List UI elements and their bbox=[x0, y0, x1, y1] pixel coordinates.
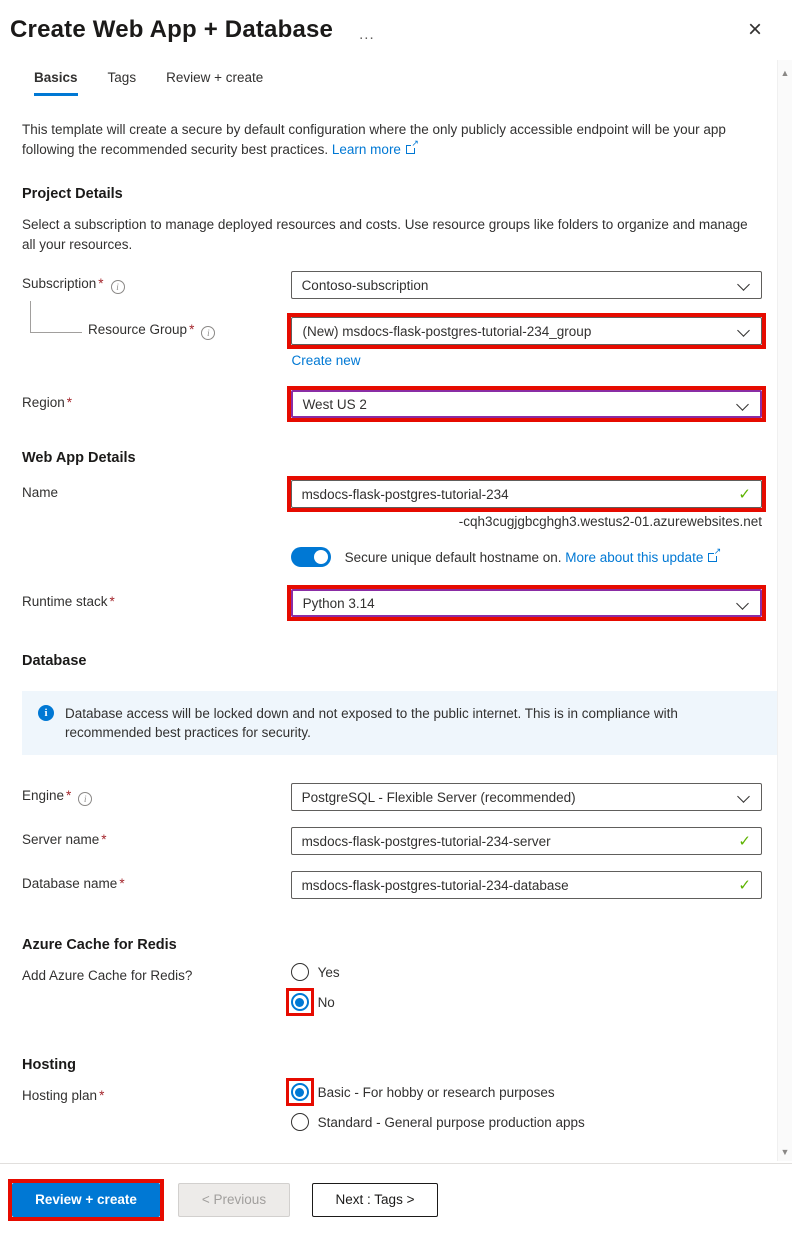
server-name-row bbox=[22, 827, 762, 855]
resource-group-value: (New) msdocs-flask-postgres-tutorial-234_group bbox=[302, 323, 592, 339]
required-asterisk: * bbox=[98, 276, 104, 291]
secure-hostname-text: Secure unique default hostname on. More about this update↗ bbox=[345, 550, 718, 565]
resource-group-highlight-box bbox=[287, 313, 766, 349]
radio-dot bbox=[295, 1088, 304, 1097]
dialog-header bbox=[0, 0, 792, 44]
more-options-icon[interactable]: ... bbox=[359, 26, 375, 43]
hosting-option-basic[interactable] bbox=[291, 1083, 762, 1101]
region-dropdown[interactable] bbox=[291, 390, 762, 418]
name-row bbox=[22, 480, 762, 567]
server-name-input[interactable] bbox=[291, 827, 762, 855]
database-name-input[interactable] bbox=[291, 871, 762, 899]
name-value: msdocs-flask-postgres-tutorial-234 bbox=[301, 486, 509, 502]
template-description bbox=[22, 120, 762, 160]
external-link-icon bbox=[406, 145, 415, 154]
valid-checkmark-icon: ✓ bbox=[738, 486, 751, 503]
database-name-label: Database name * bbox=[22, 876, 125, 891]
info-filled-icon: i bbox=[38, 705, 54, 721]
project-details-heading: Project Details bbox=[22, 186, 123, 202]
resource-group-row bbox=[22, 317, 762, 370]
page-title: Create Web App + Database bbox=[10, 16, 334, 43]
redis-option-no[interactable] bbox=[291, 993, 762, 1011]
radio-unchecked-icon[interactable] bbox=[291, 1113, 309, 1131]
wizard-footer bbox=[0, 1163, 792, 1235]
valid-checkmark-icon: ✓ bbox=[738, 877, 751, 894]
project-details-description: Select a subscription to manage deployed resources and costs. Use resource groups like folders to organize and manage all your resources. bbox=[22, 217, 748, 252]
chevron-down-icon bbox=[737, 790, 750, 803]
hosting-basic-highlight-box bbox=[286, 1078, 314, 1106]
info-icon[interactable]: i bbox=[111, 280, 125, 294]
engine-label: Engine * i bbox=[22, 783, 291, 806]
close-icon[interactable]: × bbox=[747, 16, 762, 43]
chevron-down-icon bbox=[737, 324, 750, 337]
info-icon[interactable]: i bbox=[78, 792, 92, 806]
info-icon[interactable]: i bbox=[201, 326, 215, 340]
database-info-text: Database access will be locked down and not exposed to the public internet. This is in compliance with recommended best practices for security. bbox=[65, 706, 678, 740]
scroll-up-icon[interactable]: ▲ bbox=[780, 68, 790, 78]
resource-group-dropdown[interactable] bbox=[291, 317, 762, 345]
resource-group-label: Resource Group * i bbox=[22, 317, 291, 340]
scroll-down-icon[interactable]: ▼ bbox=[780, 1147, 790, 1157]
engine-dropdown[interactable] bbox=[291, 783, 762, 811]
radio-dot bbox=[295, 998, 304, 1007]
valid-checkmark-icon: ✓ bbox=[738, 833, 751, 850]
vertical-scrollbar[interactable] bbox=[777, 60, 792, 1161]
redis-question-row bbox=[22, 963, 762, 1011]
tree-connector-line bbox=[30, 301, 82, 333]
review-create-highlight-box bbox=[8, 1179, 164, 1221]
redis-no-highlight-box bbox=[286, 988, 314, 1016]
runtime-stack-label: Runtime stack * bbox=[22, 594, 115, 609]
hosting-plan-label: Hosting plan * bbox=[22, 1088, 105, 1103]
region-row bbox=[22, 390, 762, 418]
required-asterisk: * bbox=[99, 1088, 105, 1103]
hosting-option-standard[interactable] bbox=[291, 1113, 762, 1131]
database-info-banner bbox=[22, 691, 777, 755]
name-label: Name bbox=[22, 485, 59, 500]
next-tags-button[interactable]: Next : Tags > bbox=[312, 1183, 438, 1217]
chevron-down-icon bbox=[737, 278, 750, 291]
server-name-label: Server name * bbox=[22, 832, 107, 847]
redis-option-yes[interactable] bbox=[291, 963, 762, 981]
engine-value: PostgreSQL - Flexible Server (recommended) bbox=[301, 789, 576, 805]
region-label: Region * bbox=[22, 395, 73, 410]
name-highlight-box bbox=[287, 476, 766, 512]
redis-heading: Azure Cache for Redis bbox=[22, 937, 177, 953]
tab-tags[interactable]: Tags bbox=[107, 70, 137, 85]
database-heading: Database bbox=[22, 653, 87, 669]
required-asterisk: * bbox=[119, 876, 125, 891]
subscription-value: Contoso-subscription bbox=[301, 277, 429, 293]
chevron-down-icon bbox=[736, 398, 749, 411]
radio-unchecked-icon[interactable] bbox=[291, 963, 309, 981]
hosting-basic-label: Basic - For hobby or research purposes bbox=[317, 1084, 555, 1100]
subscription-row bbox=[22, 271, 762, 299]
wizard-tabs bbox=[34, 70, 762, 96]
radio-checked-icon[interactable] bbox=[291, 1083, 309, 1101]
previous-button: < Previous bbox=[178, 1183, 290, 1217]
secure-hostname-toggle[interactable] bbox=[291, 547, 331, 567]
radio-checked-icon[interactable] bbox=[291, 993, 309, 1011]
external-link-icon bbox=[708, 553, 717, 562]
runtime-stack-row bbox=[22, 589, 762, 617]
web-app-details-heading: Web App Details bbox=[22, 450, 136, 466]
required-asterisk: * bbox=[66, 788, 72, 803]
hosting-heading: Hosting bbox=[22, 1057, 76, 1073]
chevron-down-icon bbox=[736, 597, 749, 610]
create-new-link[interactable]: Create new bbox=[291, 353, 361, 368]
region-value: West US 2 bbox=[302, 396, 367, 412]
subscription-label: Subscription * i bbox=[22, 271, 291, 294]
learn-more-link[interactable]: Learn more bbox=[331, 142, 401, 157]
redis-no-label: No bbox=[317, 994, 335, 1010]
runtime-stack-dropdown[interactable] bbox=[291, 589, 762, 617]
required-asterisk: * bbox=[101, 832, 107, 847]
tab-basics[interactable]: Basics bbox=[34, 70, 78, 96]
redis-question-label: Add Azure Cache for Redis? bbox=[22, 968, 193, 983]
tab-review-create[interactable]: Review + create bbox=[166, 70, 264, 85]
required-asterisk: * bbox=[109, 594, 115, 609]
runtime-stack-value: Python 3.14 bbox=[302, 595, 375, 611]
more-about-update-link[interactable]: More about this update bbox=[565, 549, 704, 565]
database-name-row bbox=[22, 871, 762, 899]
hostname-suffix: -cqh3cugjgbcghgh3.westus2-01.azurewebsites.net bbox=[458, 514, 762, 529]
required-asterisk: * bbox=[66, 395, 73, 410]
review-create-button[interactable]: Review + create bbox=[12, 1183, 160, 1217]
engine-row bbox=[22, 783, 762, 811]
name-input[interactable] bbox=[291, 480, 762, 508]
form-content bbox=[0, 70, 792, 1131]
server-name-value: msdocs-flask-postgres-tutorial-234-server bbox=[301, 833, 551, 849]
region-highlight-box bbox=[287, 386, 766, 422]
template-description-text: This template will create a secure by default configuration where the only publicly accessible endpoint will be your app following the recommended security best practices. bbox=[22, 122, 726, 157]
secure-hostname-row bbox=[291, 547, 762, 567]
database-name-value: msdocs-flask-postgres-tutorial-234-database bbox=[301, 877, 569, 893]
hosting-plan-row bbox=[22, 1083, 762, 1131]
required-asterisk: * bbox=[189, 322, 195, 337]
hosting-standard-label: Standard - General purpose production apps bbox=[317, 1114, 585, 1130]
runtime-stack-highlight-box bbox=[287, 585, 766, 621]
toggle-knob bbox=[314, 550, 328, 564]
redis-yes-label: Yes bbox=[317, 964, 340, 980]
subscription-dropdown[interactable] bbox=[291, 271, 762, 299]
